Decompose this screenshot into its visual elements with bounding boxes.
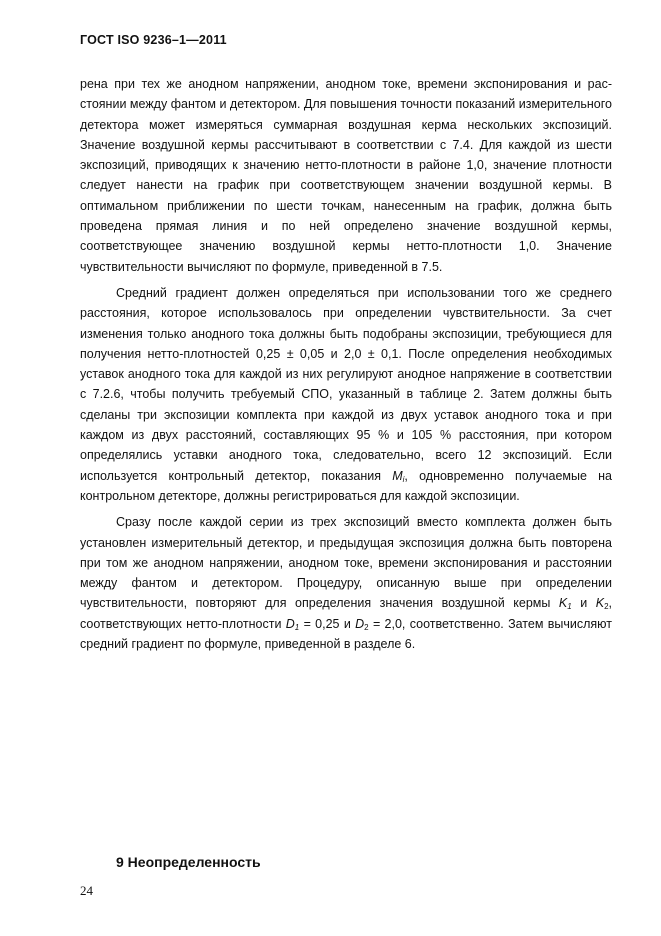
subscript: 2 xyxy=(604,602,609,612)
text-run: = 2,0, соответственно. Затем вычисляют средний градиент по формуле, приведенной в разделе 6. xyxy=(80,616,612,652)
text-run: рена при тех же анодном напряжении, анодном токе, времени экспонирования и расстоянии между фантом и детектором. Для повышения точности показаний измерительного детектора может измеряться суммарная воздушная керма нескольких экспозиций. Значение воздушной кермы рассчитывают в соответствии с 7.4. Для каждой из шести экспозиций, приводящих к значению нетто-плотности в районе 1,0, значение плотности следует нанести на график при соответствующем значении воздушной кермы. В оптимальном приближении по шести точкам, нанесенным на график, должна быть проведена прямая линия и по ней определено значение воздушной кермы, соответствующее значению воздушной кермы нетто-плотности 1,0. Значение чувствительности вычисляют по формуле, приведенной в 7.5. xyxy=(80,77,612,274)
italic-symbol: K xyxy=(558,596,568,611)
body-text xyxy=(80,74,612,654)
italic-symbol: M xyxy=(392,468,403,483)
text-run: , одновременно получаемые на контрольном детекторе, должны регистрироваться для каждой экспозиции. xyxy=(80,468,612,503)
text-run: = 0,25 и xyxy=(299,616,356,631)
italic-symbol: D xyxy=(285,616,295,631)
text-run: Средний градиент должен определяться при использовании того же среднего расстояния, которое использовалось при определении чувствительности. За счет изменения только анодного тока должны быть подобраны экспозиции, требующиеся для получения нетто-плотностей 0,25 ± 0,05 и 2,0 ± 0,1. После определения необходимых уставок анодного тока для каждой из них регулируют анодное напряжение в соответствии с 7.2.6, чтобы получить требуемый СПО, указанный в таблице 2. Затем должны быть сделаны три экспозиции комплекта при каждой из двух уставок анодного тока и при каждом из двух расстояний, составляющих 95 % и 105 % расстояния, при котором определялись уставки анодного тока, следовательно, всего 12 экспозиций. Если используется контрольный детектор, показания xyxy=(80,285,612,483)
subscript: 1 xyxy=(567,602,572,612)
section-heading: 9 Неопределенность xyxy=(116,854,261,870)
text-run: и xyxy=(571,596,596,611)
text-run: Сразу после каждой серии из трех экспозиций вместо комплекта должен быть установлен измерительный детектор, и предыдущая экспозиция должна быть повторена при том же анодном напряжении, анодном токе, времени экспонирования и расстоянии между фантом и детектором. Процедуру, описанную выше при определении чувствительности, повторяют для определения значения воздушной кермы xyxy=(80,515,612,611)
paragraph-2 xyxy=(80,283,612,506)
document-header: ГОСТ ISO 9236–1—2011 xyxy=(80,33,227,47)
italic-symbol: D xyxy=(355,616,365,631)
text-run: , соответствующих нетто-плотности xyxy=(80,596,612,631)
paragraph-3 xyxy=(80,512,612,654)
subscript: 1 xyxy=(294,622,300,632)
paragraph-1 xyxy=(80,74,612,277)
italic-symbol: K xyxy=(595,596,605,611)
subscript: 2 xyxy=(364,622,369,632)
page-number: 24 xyxy=(80,883,93,898)
subscript: i xyxy=(402,474,405,484)
